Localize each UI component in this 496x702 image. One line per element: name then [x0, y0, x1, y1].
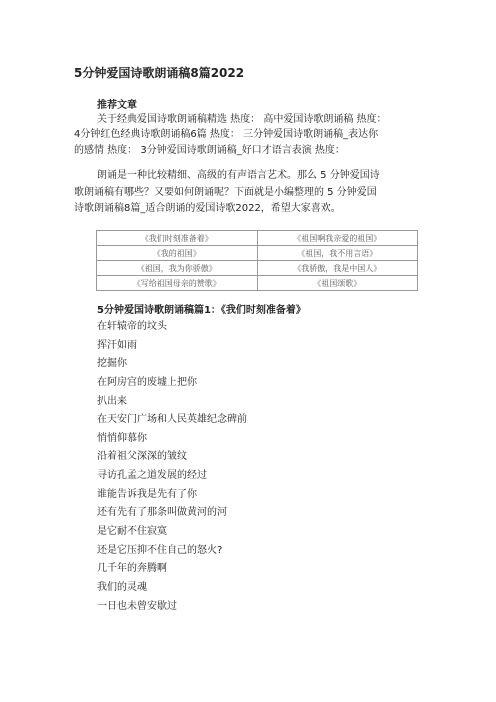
document-title: 5分钟爱国诗歌朗诵稿8篇2022: [74, 66, 245, 80]
poem-line: 几千年的奔腾啊: [97, 563, 167, 575]
intro-line: 朗诵是一种比较精细、高级的有声语言艺术。那么 5 分钟爱国诗: [97, 170, 380, 181]
recommended-line: 的感情 热度： 3分钟爱国诗歌朗诵稿_好口才语言表演 热度：: [74, 144, 345, 156]
recommended-line: 关于经典爱国诗歌朗诵稿精选 热度： 高中爱国诗歌朗诵稿 热度：: [97, 114, 387, 125]
poem-line: 还是它压抑不住自己的怒火?: [97, 544, 223, 556]
contents-table: [96, 230, 418, 291]
poem-line: 沿着祖父深深的皱纹: [97, 451, 187, 463]
table-row: [97, 276, 418, 291]
poem-line: 是它耐不住寂寞: [97, 526, 167, 538]
poem-title: 5分钟爱国诗歌朗诵稿篇1：《我们时刻准备着》: [97, 305, 306, 316]
table-cell: 《祖国，我不用言语》: [257, 246, 418, 261]
recommended-heading: 推荐文章: [97, 100, 137, 111]
recommended-line: 4分钟红色经典诗歌朗诵稿6篇 热度： 三分钟爱国诗歌朗诵稿_表达你: [74, 129, 379, 141]
poem-line: 我们的灵魂: [97, 581, 147, 593]
table-row: [97, 246, 418, 261]
poem-line: 寻访孔孟之道发展的经过: [97, 470, 207, 482]
poem-line: 扒出来: [97, 395, 127, 407]
poem-line: 一日也未曾安歇过: [97, 600, 177, 612]
intro-line: 歌朗诵稿有哪些？又要如何朗诵呢？下面就是小编整理的 5 分钟爱国: [74, 186, 377, 198]
table-cell: 《写给祖国母亲的赞歌》: [97, 276, 258, 291]
poem-line: 还有先有了那条叫做黄河的河: [97, 507, 227, 519]
poem-line: 在阿房宫的废墟上把你: [97, 376, 197, 388]
intro-paragraph: [74, 168, 424, 218]
table-cell: 《祖国啊我亲爱的祖国》: [257, 231, 418, 246]
recommended-articles: [74, 112, 424, 158]
table-cell: 《我的祖国》: [97, 246, 258, 261]
table-cell: 《我们时刻准备着》: [97, 231, 258, 246]
table-row: [97, 261, 418, 276]
table-cell: 《祖国，我为你骄傲》: [97, 261, 258, 276]
poem-line: 挖掘你: [97, 358, 127, 370]
intro-line: 诗歌朗诵稿8篇_适合朗诵的爱国诗歌2022，希望大家喜欢。: [74, 203, 341, 214]
poem-line: 挥汗如雨: [97, 339, 137, 351]
table-cell: 《祖国颂歌》: [257, 276, 418, 291]
poem-line: 在轩辕帝的坟头: [97, 321, 167, 332]
poem-line: 在天安门广场和人民英雄纪念碑前: [97, 414, 247, 426]
poem-body: [97, 321, 247, 619]
poem-line: 悄悄仰慕你: [97, 432, 147, 444]
table-row: [97, 231, 418, 246]
table-cell: 《我骄傲，我是中国人》: [257, 261, 418, 276]
poem-line: 谁能告诉我是先有了你: [97, 488, 197, 500]
